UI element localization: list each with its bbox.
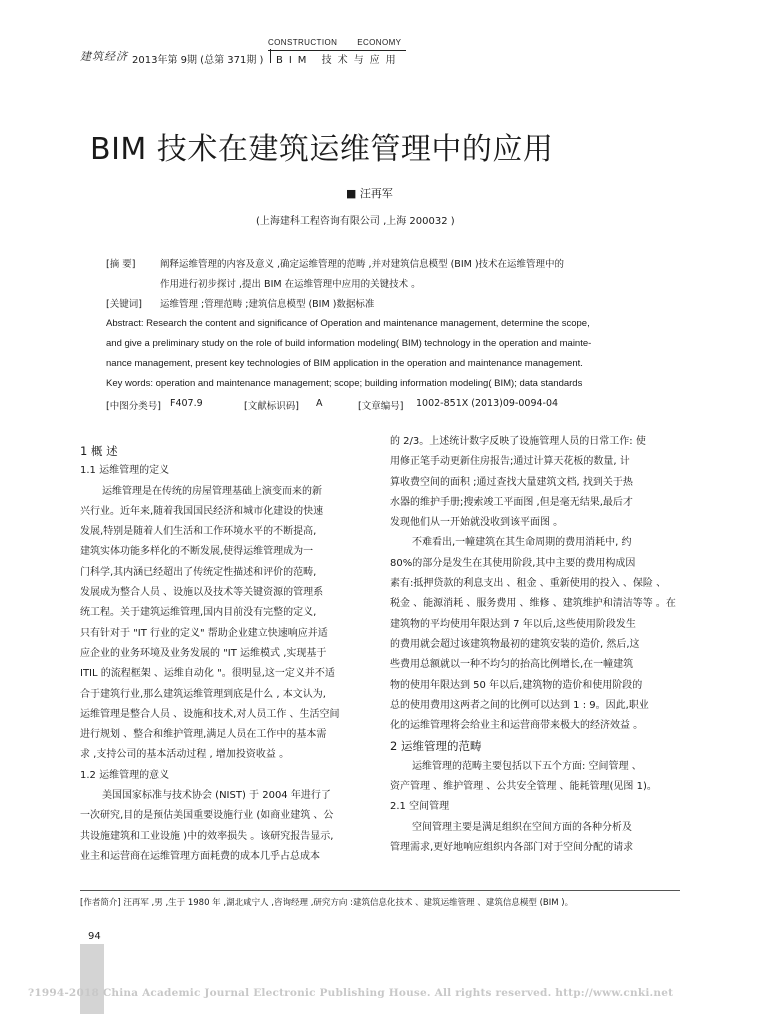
- journal-name-en-1: CONSTRUCTION: [268, 38, 338, 47]
- body-line: 统工程。关于建筑运维管理,国内目前没有完整的定义,: [80, 607, 317, 619]
- body-line: 素有:抵押贷款的利息支出 、租金 、重新使用的投入 、保险 、: [390, 578, 667, 590]
- abstract-en-line-3: nance management, present key technologies of BIM application in the operation and maintenance management.: [106, 358, 583, 369]
- body-line: 空间管理主要是满足组织在空间方面的各种分析及: [412, 821, 632, 833]
- body-line: 税金 、能源消耗 、服务费用 、维修 、建筑维护和清洁等等 。在: [390, 598, 676, 610]
- body-line: 兴行业。近年来,随着我国国民经济和城市化建设的快速: [80, 505, 324, 517]
- body-line: 一次研究,目的是预估美国重要设施行业 (如商业建筑 、公: [80, 810, 334, 822]
- abstract-en-line-2: and give a preliminary study on the role of build information modeling( BIM) technology in the operation and mainte-: [106, 338, 592, 349]
- body-line: 运维管理的范畴主要包括以下五个方面: 空间管理 、: [412, 760, 642, 772]
- body-line: 的费用就会超过该建筑物最初的建筑安装的造价, 然后,这: [390, 638, 640, 650]
- body-column-right: [390, 432, 690, 858]
- body-column-left: [80, 441, 380, 867]
- body-line: 业主和运营商在运维管理方面耗费的成本几乎占总成本: [80, 850, 320, 862]
- author-footnote: [作者简介] 汪再军 ,男 ,生于 1980 年 ,湖北咸宁人 ,咨询经理 ,研究方向 :建筑信息化技术 、建筑运维管理 、建筑信息模型 (BIM )。: [80, 898, 574, 908]
- body-line: 的 2/3。上述统计数字反映了设施管理人员的日常工作: 使: [390, 436, 646, 447]
- abstract-line-1: 阐释运维管理的内容及意义 ,确定运维管理的范畴 ,并对建筑信息模型 (BIM )技术在运维管理中的: [160, 259, 565, 270]
- article-title: BIM 技术在建筑运维管理中的应用: [90, 132, 554, 167]
- footnote-rule: [80, 890, 680, 891]
- body-line: 1.2 运维管理的意义: [80, 769, 170, 781]
- body-line: 只有针对于 "IT 行业的定义" 帮助企业建立快速响应并适: [80, 627, 328, 639]
- body-line: 进行规划 、整合和维护管理,满足人员在工作中的基本需: [80, 729, 327, 741]
- body-line: 总的使用费用这两者之间的比例可以达到 1 : 9。因此,职业: [390, 699, 649, 711]
- body-line: 共设施建筑和工业设施 )中的效率损失 。该研究报告显示,: [80, 830, 334, 842]
- journal-name-en-2: ECONOMY: [357, 38, 402, 47]
- article-number: 1002-851X (2013)09-0094-04: [416, 398, 559, 409]
- body-line: 发展成为整合人员 、设施以及技术等关键资源的管理系: [80, 587, 324, 599]
- body-line: 美国国家标准与技术协会 (NIST) 于 2004 年进行了: [102, 790, 331, 802]
- body-line: 1 概 述: [80, 444, 118, 458]
- body-line: 门科学,其内涵已经超出了传统定性描述和评价的范畴,: [80, 566, 317, 578]
- doc-code-label: [文献标识码]: [244, 401, 299, 412]
- abstract-label: [摘 要]: [106, 259, 136, 270]
- body-line: 2 运维管理的范畴: [390, 739, 482, 754]
- body-line: 水器的维护手册;搜索竣工平面图 ,但是毫无结果,最后才: [390, 496, 633, 508]
- body-line: 求 ,支持公司的基本活动过程 , 增加投资收益 。: [80, 749, 290, 761]
- body-line: 不难看出,一幢建筑在其生命周期的费用消耗中, 约: [412, 537, 632, 549]
- page-number: 94: [88, 931, 101, 942]
- article-number-label: [文章编号]: [358, 401, 404, 412]
- class-number-label: [中图分类号]: [106, 401, 161, 412]
- body-line: 运维管理是整合人员 、设施和技术,对人员工作 、生活空间: [80, 708, 340, 720]
- body-line: 合于建筑行业,那么建筑运维管理到底是什么 , 本文认为,: [80, 688, 326, 700]
- body-line: 发现他们从一开始就没收到该平面图 。: [390, 517, 564, 529]
- body-line: 80%的部分是发生在其使用阶段,其中主要的费用构成因: [390, 557, 636, 569]
- body-line: 1.1 运维管理的定义: [80, 465, 170, 477]
- body-line: 管理需求,更好地响应组织内各部门对于空间分配的请求: [390, 841, 634, 853]
- body-line: 化的运维管理将会给业主和运营商带来极大的经济效益 。: [390, 720, 644, 732]
- doc-code: A: [316, 398, 323, 409]
- keywords-en: Key words: operation and maintenance management; scope; building information modeling( BIM); data standards: [106, 378, 583, 389]
- section-name: BIM 技术与应用: [276, 55, 402, 66]
- author-affiliation: (上海建科工程咨询有限公司 ,上海 200032 ): [256, 216, 455, 227]
- body-line: 应企业的业务环境及业务发展的 "IT 运维模式 ,实现基于: [80, 647, 327, 659]
- body-line: 资产管理 、维护管理 、公共安全管理 、能耗管理(见图 1)。: [390, 781, 657, 793]
- body-line: ITIL 的流程框架 、运维自动化 "。很明显,这一定义并不适: [80, 668, 335, 680]
- journal-english-name: [268, 38, 401, 47]
- keywords-label: [关键词]: [106, 299, 142, 310]
- body-line: 物的使用年限达到 50 年以后,建筑物的造价和使用阶段的: [390, 679, 643, 691]
- abstract-line-2: 作用进行初步探讨 ,提出 BIM 在运维管理中应用的关键技术 。: [160, 279, 421, 290]
- body-line: 算收费空间的面积 ;通过查找大量建筑文档, 找到关于热: [390, 476, 633, 488]
- author-name: ■ 汪再军: [346, 187, 393, 200]
- header-separator: [270, 49, 271, 63]
- body-line: 建筑物的平均使用年限达到 7 年以后,这些使用阶段发生: [390, 618, 636, 630]
- abstract-en-line-1: Abstract: Research the content and significance of Operation and maintenance management, determine the scope,: [106, 318, 590, 329]
- body-line: 用修正笔手动更新住房报告;通过计算天花板的数量, 计: [390, 456, 630, 468]
- copyright-notice: ?1994-2018 China Academic Journal Electronic Publishing House. All rights reserved. http://www.cnki.net: [28, 987, 674, 999]
- issue-info: 2013年第 9期 (总第 371期 ): [132, 55, 264, 66]
- body-line: 些费用总额就以一种不均匀的抬高比例增长,在一幢建筑: [390, 659, 634, 671]
- page-edge-bar: [80, 944, 104, 1014]
- body-line: 发展,特别是随着人们生活和工作环境水平的不断提高,: [80, 526, 317, 538]
- class-number: F407.9: [170, 398, 203, 409]
- body-line: 2.1 空间管理: [390, 801, 450, 813]
- body-line: 建筑实体功能多样化的不断发展,使得运维管理成为一: [80, 546, 314, 558]
- keywords: 运维管理 ;管理范畴 ;建筑信息模型 (BIM )数据标准: [160, 299, 375, 310]
- body-line: 运维管理是在传统的房屋管理基础上演变而来的新: [102, 485, 322, 497]
- journal-logo: 建筑经济: [80, 50, 128, 63]
